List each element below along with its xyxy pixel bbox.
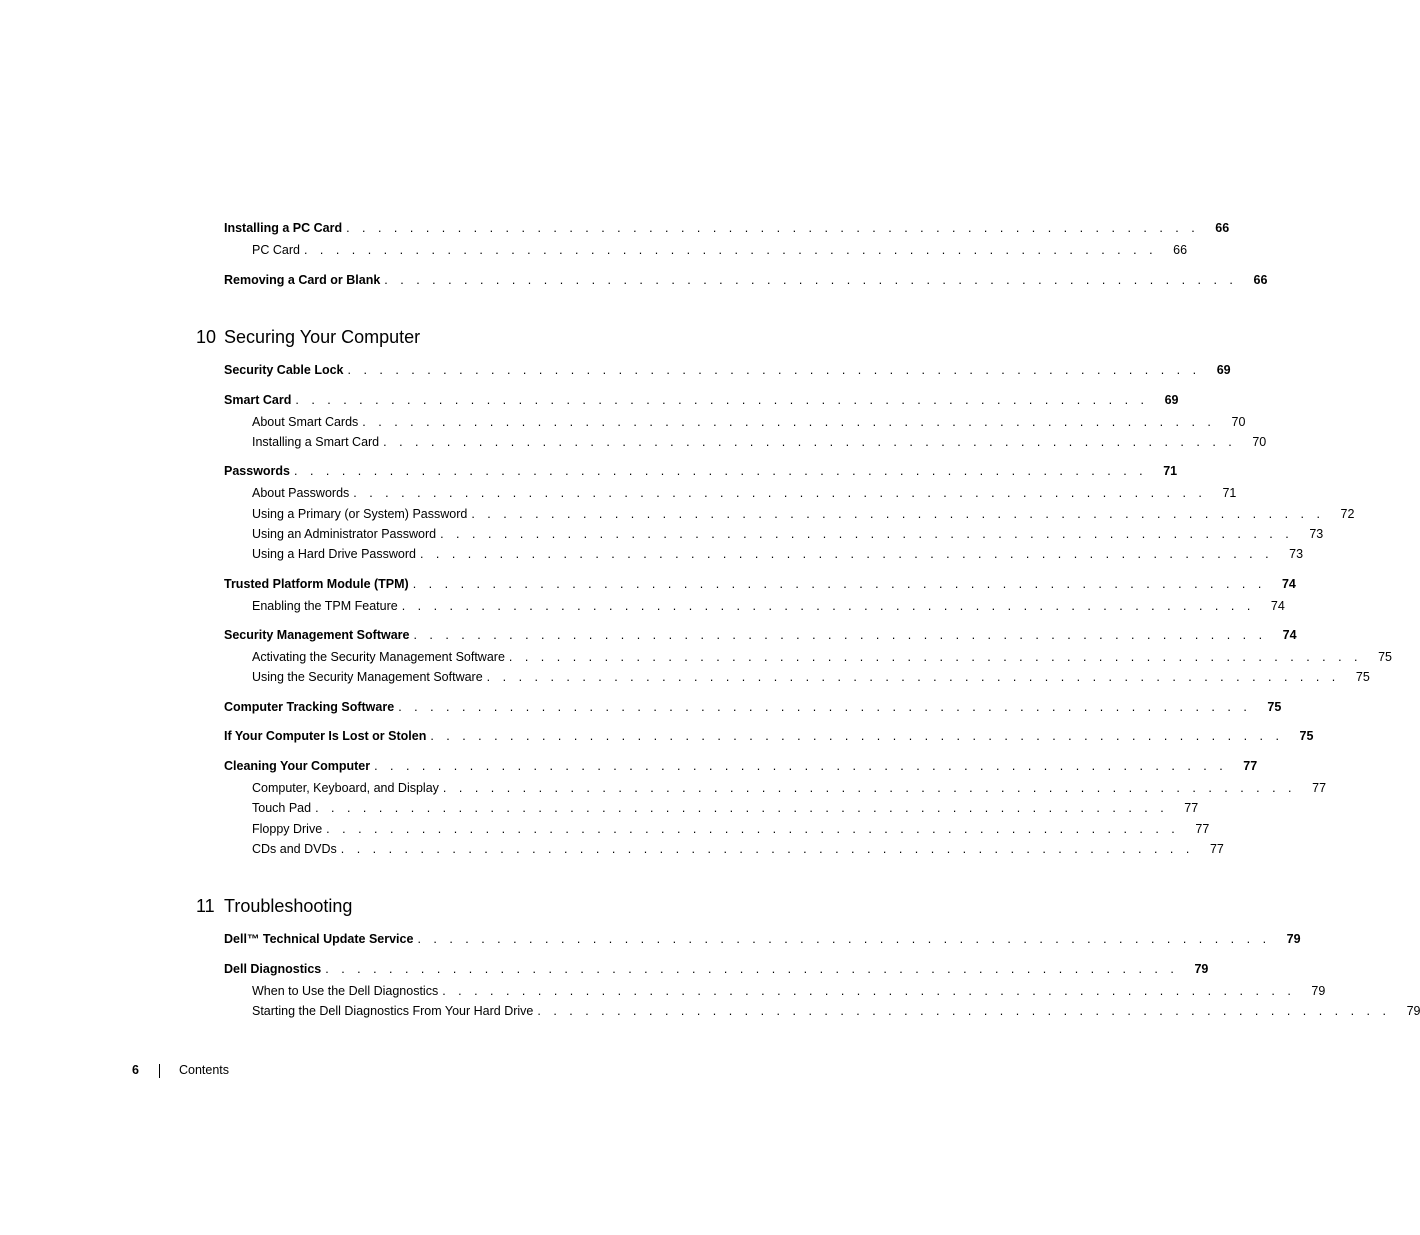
dot-leader: . . . . . . . . . . . . . . . . . . . . . . . . . . . . . . . . . . . . . . . . . . . . . . . . . . . . . .	[294, 464, 1148, 478]
toc-entry[interactable]	[224, 272, 1268, 288]
toc-entry-title: Cleaning Your Computer	[224, 759, 371, 773]
dot-leader: . . . . . . . . . . . . . . . . . . . . . . . . . . . . . . . . . . . . . . . . . . . . . . . . . . . . . .	[325, 962, 1179, 976]
toc-entry-title: Dell™ Technical Update Service	[224, 932, 414, 946]
dot-leader: . . . . . . . . . . . . . . . . . . . . . . . . . . . . . . . . . . . . . . . . . . . . . . . . . . . . . .	[471, 507, 1325, 521]
toc-entry[interactable]	[224, 392, 1179, 408]
dot-leader: . . . . . . . . . . . . . . . . . . . . . . . . . . . . . . . . . . . . . . . . . . . . . . . . . . . . . .	[398, 700, 1252, 714]
toc-entry[interactable]	[224, 362, 1231, 378]
toc-entry[interactable]	[224, 728, 1314, 744]
toc-entry[interactable]	[224, 627, 1297, 643]
toc-entry-page: 79	[1286, 932, 1301, 946]
toc-subentry[interactable]	[252, 526, 1324, 542]
toc-entry[interactable]	[224, 931, 1301, 947]
toc-subentry-title: Computer, Keyboard, and Display	[252, 781, 439, 795]
toc-subentry[interactable]	[252, 800, 1199, 816]
dot-leader: . . . . . . . . . . . . . . . . . . . . . . . . . . . . . . . . . . . . . . . . . . . . . . . . . . . . . .	[295, 393, 1149, 407]
dot-leader: . . . . . . . . . . . . . . . . . . . . . . . . . . . . . . . . . . . . . . . . . . . . . . . . . . . . . .	[508, 650, 1363, 664]
chapter-heading[interactable]	[196, 895, 352, 917]
toc-subentry[interactable]	[252, 506, 1355, 522]
toc-subentry[interactable]	[252, 983, 1326, 999]
toc-subentry-title: Activating the Security Management Software	[252, 650, 505, 664]
toc-subentry-title: Floppy Drive	[252, 822, 323, 836]
toc-subentry-page: 79	[1311, 984, 1326, 998]
toc-subentry-title: Using a Hard Drive Password	[252, 547, 416, 561]
dot-leader: . . . . . . . . . . . . . . . . . . . . . . . . . . . . . . . . . . . . . . . . . . . . . . . . . . . . . .	[340, 842, 1194, 856]
toc-subentry[interactable]	[252, 1003, 1420, 1019]
toc-entry-page: 75	[1299, 729, 1314, 743]
toc-entry-title: Dell Diagnostics	[224, 962, 322, 976]
toc-subentry-title: About Passwords	[252, 486, 350, 500]
dot-leader: . . . . . . . . . . . . . . . . . . . . . . . . . . . . . . . . . . . . . . . . . . . . . . . . . . . . . .	[315, 801, 1169, 815]
toc-subentry-title: PC Card	[252, 243, 300, 257]
toc-subentry-title: Starting the Dell Diagnostics From Your Hard Drive	[252, 1004, 534, 1018]
toc-subentry-title: Using a Primary (or System) Password	[252, 507, 468, 521]
toc-entry-title: Removing a Card or Blank	[224, 273, 381, 287]
toc-entry-title: Security Cable Lock	[224, 363, 344, 377]
toc-entry-page: 77	[1243, 759, 1258, 773]
chapter-number: 10	[196, 327, 217, 347]
toc-subentry[interactable]	[252, 821, 1210, 837]
toc-subentry-page: 71	[1222, 486, 1237, 500]
toc-subentry[interactable]	[252, 546, 1304, 562]
toc-subentry-page: 70	[1231, 415, 1246, 429]
dot-leader: . . . . . . . . . . . . . . . . . . . . . . . . . . . . . . . . . . . . . . . . . . . . . . . . . . . . . .	[362, 415, 1216, 429]
toc-subentry[interactable]	[252, 414, 1246, 430]
dot-leader: . . . . . . . . . . . . . . . . . . . . . . . . . . . . . . . . . . . . . . . . . . . . . . . . . . . . . .	[486, 670, 1340, 684]
toc-subentry[interactable]	[252, 434, 1267, 450]
chapter-number: 11	[196, 896, 215, 916]
toc-subentry[interactable]	[252, 598, 1285, 614]
toc-subentry-page: 72	[1340, 507, 1355, 521]
toc-subentry[interactable]	[252, 485, 1237, 501]
dot-leader: . . . . . . . . . . . . . . . . . . . . . . . . . . . . . . . . . . . . . . . . . . . . . . . . . . . . . .	[417, 932, 1271, 946]
dot-leader: . . . . . . . . . . . . . . . . . . . . . . . . . . . . . . . . . . . . . . . . . . . . . . . . . . . . . .	[537, 1004, 1391, 1018]
toc-entry-title: Passwords	[224, 464, 291, 478]
toc-subentry-page: 79	[1406, 1004, 1420, 1018]
dot-leader: . . . . . . . . . . . . . . . . . . . . . . . . . . . . . . . . . . . . . . . . . . . . . . . . . . . . . .	[347, 363, 1201, 377]
toc-subentry[interactable]	[252, 242, 1188, 258]
toc-entry[interactable]	[224, 699, 1282, 715]
footer-label: Contents	[179, 1063, 230, 1077]
toc-entry-page: 69	[1164, 393, 1179, 407]
toc-entry[interactable]	[224, 220, 1230, 236]
toc-subentry-page: 74	[1270, 599, 1285, 613]
toc-entry-title: Installing a PC Card	[224, 221, 343, 235]
toc-subentry-page: 73	[1289, 547, 1304, 561]
toc-subentry-page: 77	[1184, 801, 1199, 815]
dot-leader: . . . . . . . . . . . . . . . . . . . . . . . . . . . . . . . . . . . . . . . . . . . . . . . . . . . . . .	[326, 822, 1180, 836]
toc-entry-page: 71	[1163, 464, 1178, 478]
toc-subentry[interactable]	[252, 780, 1327, 796]
toc-entry[interactable]	[224, 961, 1209, 977]
toc-entry-page: 74	[1281, 577, 1296, 591]
footer-divider	[159, 1064, 160, 1078]
chapter-title: Securing Your Computer	[224, 327, 421, 347]
dot-leader: . . . . . . . . . . . . . . . . . . . . . . . . . . . . . . . . . . . . . . . . . . . . . . . . . . . . . .	[383, 435, 1237, 449]
toc-subentry-title: Using the Security Management Software	[252, 670, 483, 684]
dot-leader: . . . . . . . . . . . . . . . . . . . . . . . . . . . . . . . . . . . . . . . . . . . . . . . . . . . . . .	[353, 486, 1207, 500]
toc-entry-page: 75	[1267, 700, 1282, 714]
chapter-title: Troubleshooting	[224, 896, 353, 916]
toc-subentry-page: 73	[1309, 527, 1324, 541]
toc-entry[interactable]	[224, 463, 1178, 479]
dot-leader: . . . . . . . . . . . . . . . . . . . . . . . . . . . . . . . . . . . . . . . . . . . . . . . . . . . . . .	[419, 547, 1274, 561]
toc-entry-title: Trusted Platform Module (TPM)	[224, 577, 409, 591]
chapter-heading[interactable]	[196, 326, 420, 348]
toc-subentry-page: 77	[1195, 822, 1210, 836]
dot-leader: . . . . . . . . . . . . . . . . . . . . . . . . . . . . . . . . . . . . . . . . . . . . . . . . . . . . . .	[442, 984, 1296, 998]
toc-entry-title: Computer Tracking Software	[224, 700, 395, 714]
footer-page-number: 6	[132, 1063, 139, 1077]
toc-subentry-page: 77	[1312, 781, 1327, 795]
dot-leader: . . . . . . . . . . . . . . . . . . . . . . . . . . . . . . . . . . . . . . . . . . . . . . . . . . . . . .	[401, 599, 1255, 613]
toc-subentry[interactable]	[252, 669, 1370, 685]
toc-entry-page: 69	[1216, 363, 1231, 377]
dot-leader: . . . . . . . . . . . . . . . . . . . . . . . . . . . . . . . . . . . . . . . . . . . . . . . . . . . . . .	[430, 729, 1284, 743]
toc-subentry-title: Touch Pad	[252, 801, 312, 815]
toc-subentry-title: When to Use the Dell Diagnostics	[252, 984, 439, 998]
dot-leader: . . . . . . . . . . . . . . . . . . . . . . . . . . . . . . . . . . . . . . . . . . . . . . . . . . . . . .	[346, 221, 1200, 235]
toc-subentry-title: Installing a Smart Card	[252, 435, 380, 449]
toc-entry-page: 66	[1253, 273, 1268, 287]
toc-subentry-title: About Smart Cards	[252, 415, 359, 429]
toc-entry-page: 79	[1194, 962, 1209, 976]
toc-subentry[interactable]	[252, 841, 1224, 857]
dot-leader: . . . . . . . . . . . . . . . . . . . . . . . . . . . . . . . . . . . . . . . . . . . . . . . . . . . . . .	[440, 527, 1294, 541]
toc-entry-title: Security Management Software	[224, 628, 410, 642]
toc-subentry-page: 66	[1173, 243, 1188, 257]
dot-leader: . . . . . . . . . . . . . . . . . . . . . . . . . . . . . . . . . . . . . . . . . . . . . . . . . . . . . .	[384, 273, 1238, 287]
toc-entry-title: Smart Card	[224, 393, 292, 407]
toc-subentry-title: Enabling the TPM Feature	[252, 599, 398, 613]
toc-subentry-page: 75	[1378, 650, 1393, 664]
toc-entry[interactable]	[224, 576, 1296, 592]
dot-leader: . . . . . . . . . . . . . . . . . . . . . . . . . . . . . . . . . . . . . . . . . . . . . . . . . . . . . .	[374, 759, 1228, 773]
toc-subentry-page: 77	[1209, 842, 1224, 856]
toc-subentry-title: Using an Administrator Password	[252, 527, 437, 541]
dot-leader: . . . . . . . . . . . . . . . . . . . . . . . . . . . . . . . . . . . . . . . . . . . . . . . . . . . . . .	[442, 781, 1297, 795]
dot-leader: . . . . . . . . . . . . . . . . . . . . . . . . . . . . . . . . . . . . . . . . . . . . . . . . . . . . . .	[303, 243, 1158, 257]
toc-entry-page: 74	[1282, 628, 1297, 642]
dot-leader: . . . . . . . . . . . . . . . . . . . . . . . . . . . . . . . . . . . . . . . . . . . . . . . . . . . . . .	[413, 628, 1267, 642]
toc-subentry-page: 70	[1252, 435, 1267, 449]
toc-entry[interactable]	[224, 758, 1258, 774]
toc-entry-page: 66	[1215, 221, 1230, 235]
toc-entry-title: If Your Computer Is Lost or Stolen	[224, 729, 427, 743]
toc-subentry-page: 75	[1355, 670, 1370, 684]
toc-subentry[interactable]	[252, 649, 1393, 665]
dot-leader: . . . . . . . . . . . . . . . . . . . . . . . . . . . . . . . . . . . . . . . . . . . . . . . . . . . . . .	[412, 577, 1266, 591]
toc-subentry-title: CDs and DVDs	[252, 842, 337, 856]
